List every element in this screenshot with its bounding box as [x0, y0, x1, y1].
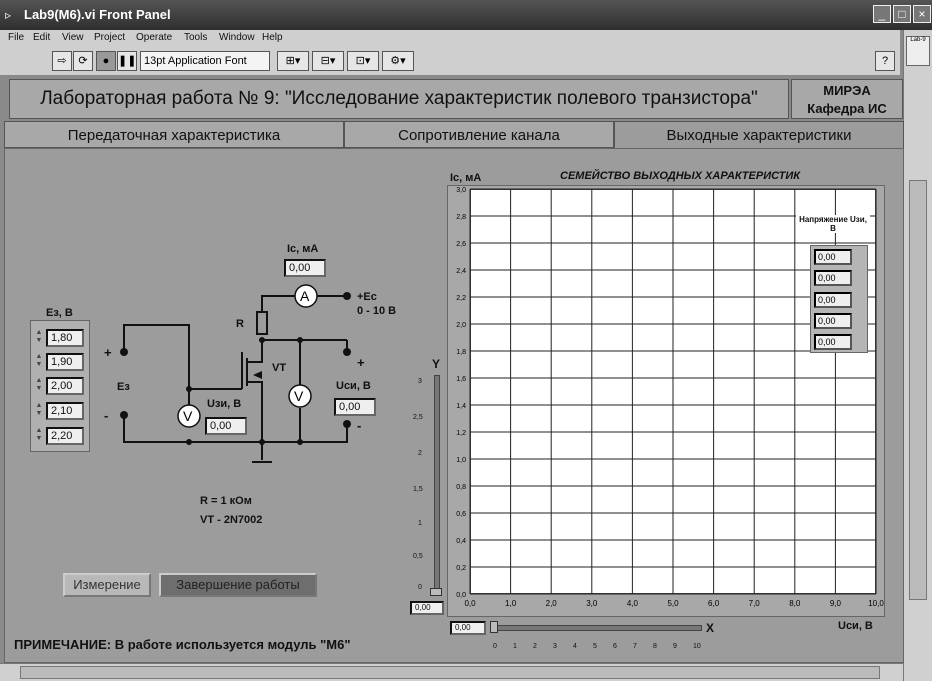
finish-button[interactable]: Завершение работы: [159, 573, 317, 597]
y-tick-label: 1,0: [456, 457, 466, 464]
usi-indicator: 0,00: [334, 398, 376, 416]
x-slider-tick: 3: [553, 643, 557, 650]
ez-label: Ез, В: [46, 307, 73, 319]
pause-icon[interactable]: ❚❚: [117, 51, 137, 71]
x-tick-label: 2,0: [545, 599, 557, 608]
y-slider-tick: 2: [418, 450, 422, 457]
y-tick-label: 0,8: [456, 484, 466, 491]
increment-arrows-icon[interactable]: ▲ ▼: [35, 353, 43, 368]
y-slider-tick: 0: [418, 584, 422, 591]
drain-plus: +: [357, 355, 365, 370]
drain-minus: -: [357, 418, 362, 433]
y-tick-label: 1,6: [456, 376, 466, 383]
run-continuous-icon[interactable]: ⟳: [73, 51, 93, 71]
menu-tools[interactable]: Tools: [184, 32, 208, 43]
x-slider-tick: 0: [493, 643, 497, 650]
x-tick-label: 5,0: [667, 599, 679, 608]
menu-window[interactable]: Window: [219, 32, 255, 43]
ic-label: Ic, мА: [287, 243, 319, 255]
legend-value-2: 0,00: [814, 270, 852, 286]
x-tick-label: 1,0: [505, 599, 517, 608]
menu-project[interactable]: Project: [94, 32, 126, 43]
transistor-label: VT: [272, 362, 287, 374]
close-button[interactable]: ×: [913, 5, 931, 23]
legend-value-5: 0,00: [814, 334, 852, 350]
x-tick-label: 0,0: [464, 599, 476, 608]
uzi-indicator: 0,00: [205, 417, 247, 435]
voltmeter-drain-icon: V: [294, 388, 304, 404]
help-icon[interactable]: ?: [875, 51, 895, 71]
y-cursor-value[interactable]: 0,00: [410, 601, 444, 615]
y-tick-label: 0,4: [456, 538, 466, 545]
maximize-button[interactable]: □: [893, 5, 911, 23]
y-cursor-slider[interactable]: [434, 375, 440, 595]
x-slider-tick: 4: [573, 643, 577, 650]
font-select[interactable]: 13pt Application Font: [140, 51, 270, 71]
ez-control-4[interactable]: ▲ ▼ 2,10: [34, 401, 86, 421]
y-slider-tick: 0,5: [413, 553, 423, 560]
menu-view[interactable]: View: [62, 32, 84, 43]
supply-label: +Ec: [357, 291, 377, 303]
menu-file[interactable]: File: [8, 32, 25, 43]
tab-channel-resistance[interactable]: Сопротивление канала: [344, 121, 614, 148]
x-tick-label: 3,0: [586, 599, 598, 608]
voltmeter-gate-icon: V: [183, 408, 193, 424]
x-cursor-value[interactable]: 0,00: [450, 621, 486, 635]
y-tick-label: 2,8: [456, 214, 466, 221]
x-tick-label: 7,0: [748, 599, 760, 608]
y-tick-label: 1,2: [456, 430, 466, 437]
y-tick-label: 2,6: [456, 241, 466, 248]
y-cursor-label: Y: [432, 357, 441, 371]
supply-range: 0 - 10 В: [357, 305, 397, 317]
page-title: Лабораторная работа № 9: "Исследование характеристик полевого транзистора": [9, 79, 789, 119]
ez-source-label: Ез: [117, 381, 130, 393]
y-tick-label: 3,0: [456, 187, 466, 194]
increment-arrows-icon[interactable]: ▲ ▼: [35, 377, 43, 392]
menu-help[interactable]: Help: [262, 32, 283, 43]
legend-title: Напряжение Uзи, В: [796, 215, 870, 233]
increment-arrows-icon[interactable]: ▲ ▼: [35, 329, 43, 344]
x-slider-tick: 9: [673, 643, 677, 650]
ez-control-2[interactable]: ▲ ▼ 1,90: [34, 352, 86, 372]
uzi-label: Uзи, В: [207, 398, 242, 410]
x-tick-label: 10,0: [868, 599, 884, 608]
y-slider-tick: 3: [418, 378, 422, 385]
align-objects-icon[interactable]: ⊞▾: [277, 51, 309, 71]
tab-transfer-characteristic[interactable]: Передаточная характеристика: [4, 121, 344, 148]
x-slider-thumb[interactable]: [490, 621, 498, 633]
x-slider-tick: 2: [533, 643, 537, 650]
y-slider-tick: 1,5: [413, 486, 423, 493]
usi-label: Uси, В: [336, 380, 371, 392]
ez-minus: -: [104, 408, 109, 423]
y-tick-label: 2,2: [456, 295, 466, 302]
x-slider-tick: 1: [513, 643, 517, 650]
y-tick-label: 2,4: [456, 268, 466, 275]
y-slider-tick: 2,5: [413, 414, 423, 421]
run-arrow-icon[interactable]: ⇨: [52, 51, 72, 71]
y-tick-label: 0,0: [456, 592, 466, 599]
x-slider-tick: 8: [653, 643, 657, 650]
chart-ylabel: Ic, мА: [450, 172, 482, 184]
ez-control-1[interactable]: ▲ ▼ 1,80: [34, 328, 86, 348]
ammeter-icon: A: [300, 288, 310, 304]
y-slider-thumb[interactable]: [430, 588, 442, 596]
y-tick-label: 1,4: [456, 403, 466, 410]
x-cursor-label: X: [706, 621, 715, 635]
x-tick-label: 8,0: [789, 599, 801, 608]
y-tick-label: 0,2: [456, 565, 466, 572]
reorder-icon[interactable]: ⚙▾: [382, 51, 414, 71]
x-tick-label: 4,0: [626, 599, 638, 608]
minimize-button[interactable]: _: [873, 5, 891, 23]
r-note: R = 1 кОм: [200, 495, 252, 507]
y-slider-tick: 1: [418, 520, 422, 527]
x-cursor-slider[interactable]: [492, 625, 702, 631]
chart-title: СЕМЕЙСТВО ВЫХОДНЫХ ХАРАКТЕРИСТИК: [560, 170, 801, 182]
org-line-1: МИРЭА: [823, 83, 871, 98]
x-slider-tick: 6: [613, 643, 617, 650]
org-line-2: Кафедра ИС: [807, 101, 887, 116]
x-slider-tick: 7: [633, 643, 637, 650]
increment-arrows-icon[interactable]: ▲ ▼: [35, 402, 43, 417]
y-tick-label: 0,6: [456, 511, 466, 518]
y-tick-label: 1,8: [456, 349, 466, 356]
app-icon: ▹: [5, 8, 12, 22]
ez-plus: +: [104, 345, 112, 360]
abort-icon[interactable]: ●: [96, 51, 116, 71]
legend-value-3: 0,00: [814, 292, 852, 308]
x-tick-label: 9,0: [829, 599, 841, 608]
x-slider-tick: 10: [693, 643, 701, 650]
resize-objects-icon[interactable]: ⊡▾: [347, 51, 379, 71]
ic-indicator: 0,00: [284, 259, 326, 277]
tab-output-characteristics[interactable]: Выходные характеристики: [614, 121, 904, 148]
menu-edit[interactable]: Edit: [33, 32, 51, 43]
vi-badge: Lab-9: [906, 36, 930, 66]
increment-arrows-icon[interactable]: ▲ ▼: [35, 427, 43, 442]
x-tick-label: 6,0: [708, 599, 720, 608]
legend-value-1: 0,00: [814, 249, 852, 265]
ez-control-3[interactable]: ▲ ▼ 2,00: [34, 376, 86, 396]
x-slider-tick: 5: [593, 643, 597, 650]
menu-operate[interactable]: Operate: [136, 32, 173, 43]
ez-control-5[interactable]: ▲ ▼ 2,20: [34, 426, 86, 446]
measure-button[interactable]: Измерение: [63, 573, 151, 597]
y-tick-label: 2,0: [456, 322, 466, 329]
legend-value-4: 0,00: [814, 313, 852, 329]
chart-xlabel: Uси, В: [838, 620, 873, 632]
note-text: ПРИМЕЧАНИЕ: В работе используется модуль "М6": [14, 637, 351, 652]
window-title: Lab9(M6).vi Front Panel: [24, 7, 171, 22]
vt-note: VT - 2N7002: [200, 514, 263, 526]
distribute-objects-icon[interactable]: ⊟▾: [312, 51, 344, 71]
resistor-label: R: [236, 318, 244, 330]
